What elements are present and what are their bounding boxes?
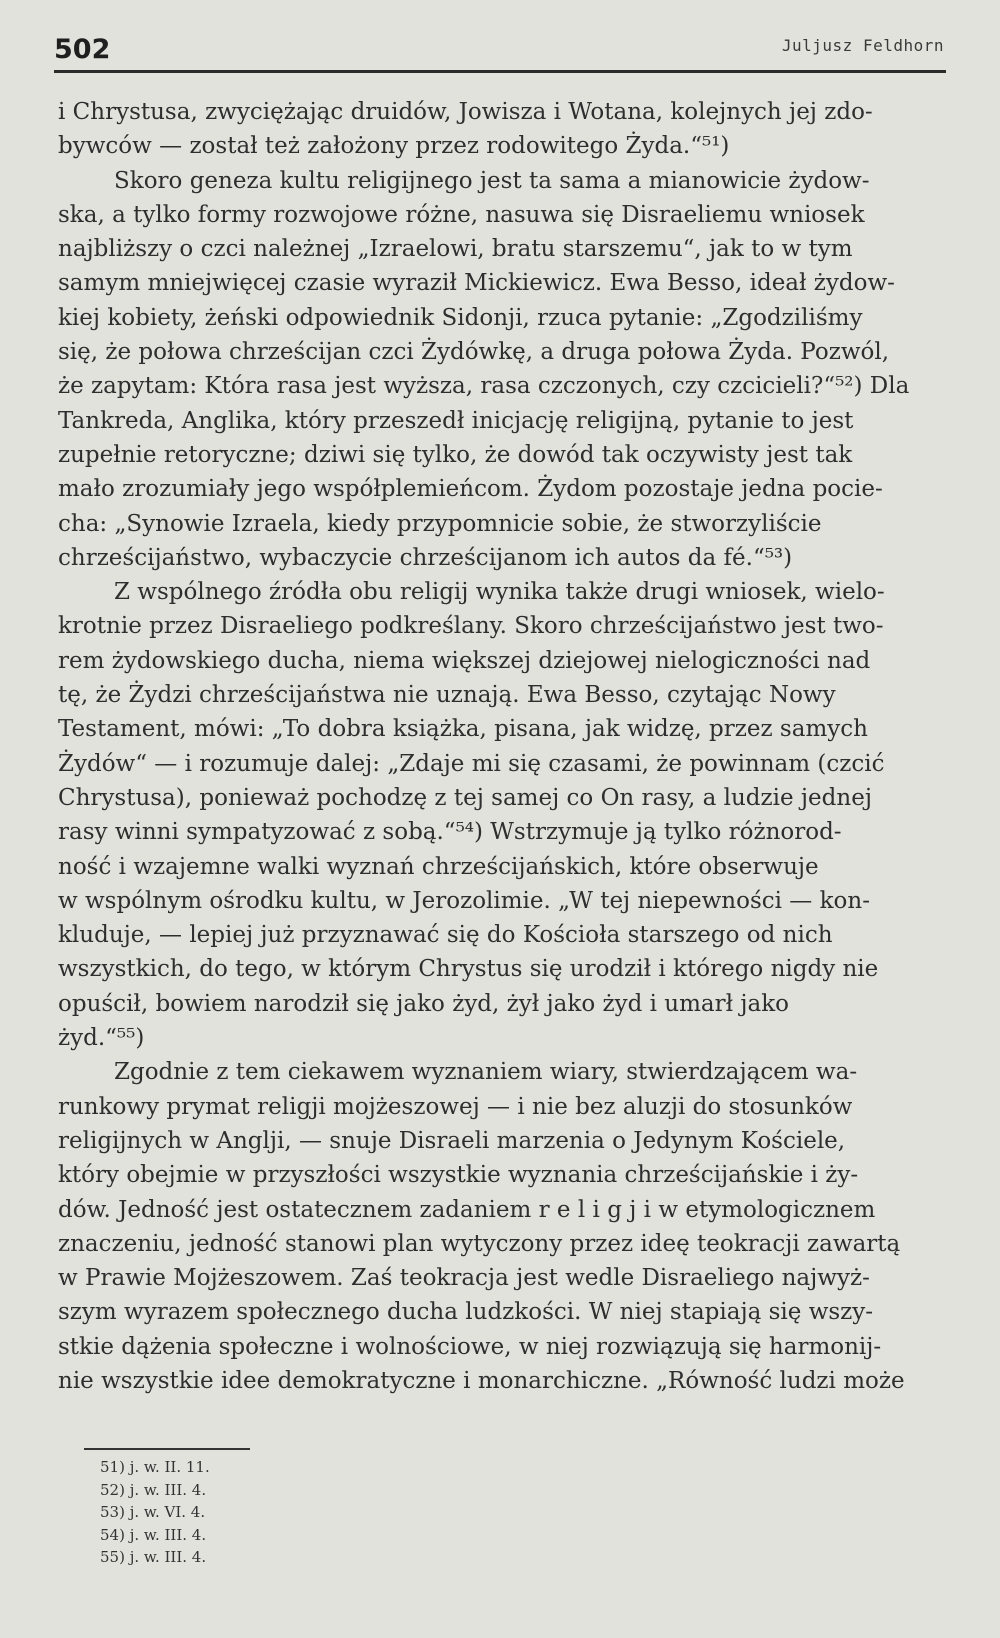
footnote: 54) j. w. III. 4. [100,1525,207,1544]
text-line: krotnie przez Disraeliego podkreślany. Skoro chrześcijaństwo jest two- [58,613,884,640]
text-line: runkowy prymat religji mojżeszowej — i nie bez aluzji do stosunków [58,1093,853,1120]
footnote: 51) j. w. II. 11. [100,1458,210,1476]
text-line: kiej kobiety, żeński odpowiednik Sidonji, rzuca pytanie: „Zgodziliśmy [58,304,863,331]
text-line: szym wyrazem społecznego ducha ludzkości. W niej stapiają się wszy- [58,1299,874,1326]
text-line: Z wspólnego źródła obu religij wynika także drugi wniosek, wielo- [114,579,885,606]
footnotes [100,1456,500,1569]
text-line: bywców — został też założony przez rodowitego Żyda.“⁵¹) [58,133,730,160]
text-line: rem żydowskiego ducha, niema większej dziejowej nielogiczności nad [58,647,871,674]
text-line: Chrystusa), ponieważ pochodzę z tej samej co On rasy, a ludzie jednej [58,784,872,811]
text-line: kluduje, — lepiej już przyznawać się do Kościoła starszego od nich [58,922,833,949]
text-line: Skoro geneza kultu religijnego jest ta sama a mianowicie żydow- [114,167,870,194]
page-header [54,28,944,70]
text-line: i Chrystusa, zwyciężając druidów, Jowisza i Wotana, kolejnych jej zdo- [58,99,873,125]
text-line: cha: „Synowie Izraela, kiedy przypomnicie sobie, że stworzyliście [58,510,822,537]
text-line: rasy winni sympatyzować z sobą.“⁵⁴) Wstrzymuje ją tylko różnorod- [58,819,842,846]
text-line: tę, że Żydzi chrześcijaństwa nie uznają. Ewa Besso, czytając Nowy [58,682,836,709]
text-line: chrześcijaństwo, wybaczycie chrześcijanom ich autos da fé.“⁵³) [58,544,793,571]
text-line: stkie dążenia społeczne i wolnościowe, w niej rozwiązują się harmonij- [58,1333,882,1360]
body-text [58,95,958,1398]
text-line: Żydów“ — i rozumuje dalej: „Zdaje mi się czasami, że powinnam (czcić [58,750,885,777]
footnote: 55) j. w. III. 4. [100,1548,207,1567]
footnote: 52) j. w. III. 4. [100,1480,207,1499]
text-line: Testament, mówi: „To dobra książka, pisana, jak widzę, przez samych [58,716,868,743]
text-line: nie wszystkie idee demokratyczne i monarchiczne. „Równość ludzi może [58,1367,905,1394]
footnote-rule [84,1448,250,1450]
text-line: że zapytam: Która rasa jest wyższa, rasa czczonych, czy czcicieli?“⁵²) Dla [58,373,910,400]
text-line: samym mniejwięcej czasie wyraził Mickiewicz. Ewa Besso, ideał żydow- [58,270,895,297]
text-line: zupełnie retoryczne; dziwi się tylko, że dowód tak oczywisty jest tak [58,441,853,468]
text-line: opuścił, bowiem narodził się jako żyd, żył jako żyd i umarł jako [58,990,790,1017]
text-line: religijnych w Anglji, — snuje Disraeli marzenia o Jedynym Kościele, [58,1127,846,1154]
text-line: mało zrozumiały jego współplemieńcom. Żydom pozostaje jedna pocie- [58,476,883,503]
text-line: ska, a tylko formy rozwojowe różne, nasuwa się Disraeliemu wniosek [58,201,865,228]
text-line: najbliższy o czci należnej „Izraelowi, bratu starszemu“, jak to w tym [58,236,853,263]
text-line: Tankreda, Anglika, który przeszedł inicjację religijną, pytanie to jest [58,407,854,434]
text-line: znaczeniu, jedność stanowi plan wytyczony przez ideę teokracji zawartą [58,1230,901,1257]
text-line: się, że połowa chrześcijan czci Żydówkę, a druga połowa Żyda. Pozwól, [58,339,890,366]
text-line: żyd.“⁵⁵) [58,1025,145,1052]
footnote: 53) j. w. VI. 4. [100,1503,206,1522]
page-number: 502 [54,34,111,65]
text-line: Zgodnie z tem ciekawem wyznaniem wiary, stwierdzającem wa- [114,1059,858,1086]
text-line: w Prawie Mojżeszowem. Zaś teokracja jest wedle Disraeliego najwyż- [58,1265,870,1292]
running-head-author: Juljusz Feldhorn [781,36,944,55]
text-line: w wspólnym ośrodku kultu, w Jerozolimie. „W tej niepewności — kon- [58,887,870,914]
text-line: który obejmie w przyszłości wszystkie wyznania chrześcijańskie i ży- [58,1162,859,1189]
header-rule [54,70,946,73]
text-line: ność i wzajemne walki wyznań chrześcijańskich, które obserwuje [58,853,819,880]
text-line: dów. Jedność jest ostatecznem zadaniem r e l i g j i w etymologicznem [58,1196,876,1223]
text-line: wszystkich, do tego, w którym Chrystus się urodził i którego nigdy nie [58,956,879,983]
